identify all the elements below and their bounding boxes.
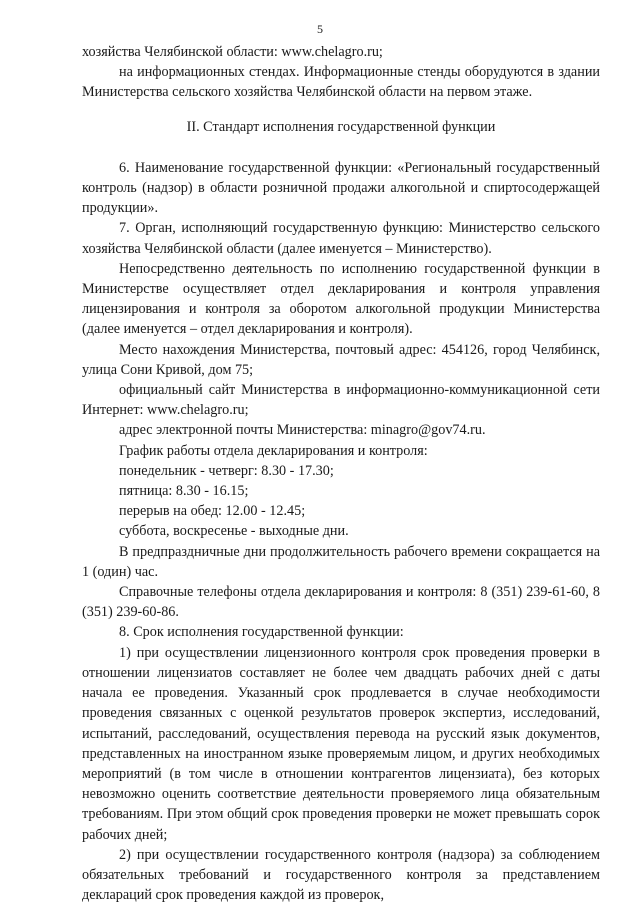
paragraph-executing-body: 7. Орган, исполняющий государственную функцию: Министерство сельского хозяйства Челябинской области (далее именуется – Министерство). bbox=[82, 220, 600, 257]
paragraph-term-license: 1) при осуществлении лицензионного контроля срок проведения проверки в отношении лицензиатов составляет не более чем двадцать рабочих дней с даты начала ее проведения. Указанный срок продлевается в случае необходимости проведения связанных с оценкой результатов проверок экспертиз, исследований, испытаний, расследований, осуществления перевода на русский язык документов, представленных на иностранном языке проверяемым лицом, и других необходимых мероприятий (в том числе в отношении контрагентов лицензиата), без которых невозможно оценить соответствие деятельности проверяемого лица обязательным требованиям. При этом общий срок проведения проверки не может превышать сорок рабочих дней; bbox=[82, 644, 600, 843]
paragraph-schedule-mon-thu: понедельник - четверг: 8.30 - 17.30; bbox=[119, 462, 334, 479]
paragraph-info-stands: на информационных стендах. Информационные стенды оборудуются в здании Министерства сельского хозяйства Челябинской области на первом этаже. bbox=[82, 64, 600, 101]
document-body bbox=[82, 42, 600, 905]
paragraph-website: официальный сайт Министерства в информационно-коммуникационной сети Интернет: www.chelagro.ru; bbox=[82, 382, 600, 419]
paragraph-schedule-weekend: суббота, воскресенье - выходные дни. bbox=[119, 523, 349, 540]
paragraph-schedule-fri: пятница: 8.30 - 16.15; bbox=[119, 483, 249, 500]
paragraph-schedule-lunch: перерыв на обед: 12.00 - 12.45; bbox=[119, 503, 306, 520]
paragraph-phones: Справочные телефоны отдела декларирования и контроля: 8 (351) 239-61-60, 8 (351) 239-60-86. bbox=[82, 584, 600, 621]
paragraph-schedule-heading: График работы отдела декларирования и контроля: bbox=[119, 442, 428, 459]
section-heading: II. Стандарт исполнения государственной функции bbox=[186, 118, 496, 135]
paragraph-term-heading: 8. Срок исполнения государственной функции: bbox=[119, 624, 404, 641]
page-number: 5 bbox=[317, 22, 323, 36]
paragraph-term-state-control: 2) при осуществлении государственного контроля (надзора) за соблюдением обязательных требований и государственного контроля за представлением деклараций срок проведения каждой из проверок, bbox=[82, 846, 600, 904]
paragraph-preholiday: В предпраздничные дни продолжительность рабочего времени сокращается на 1 (один) час. bbox=[82, 543, 600, 580]
paragraph-site-continuation: хозяйства Челябинской области: www.chelagro.ru; bbox=[82, 44, 383, 60]
paragraph-email: адрес электронной почты Министерства: minagro@gov74.ru. bbox=[119, 422, 486, 439]
paragraph-department: Непосредственно деятельность по исполнению государственной функции в Министерстве осуществляет отдел декларирования и контроля управления лицензирования и контроля за оборотом алкогольной продукции Министерства (далее именуется – отдел декларирования и контроля). bbox=[82, 260, 600, 338]
paragraph-function-name: 6. Наименование государственной функции: «Региональный государственный контроль (надзор) в области розничной продажи алкогольной и спиртосодержащей продукции». bbox=[82, 159, 600, 217]
paragraph-address: Место нахождения Министерства, почтовый адрес: 454126, город Челябинск, улица Сони Кривой, дом 75; bbox=[82, 341, 600, 378]
